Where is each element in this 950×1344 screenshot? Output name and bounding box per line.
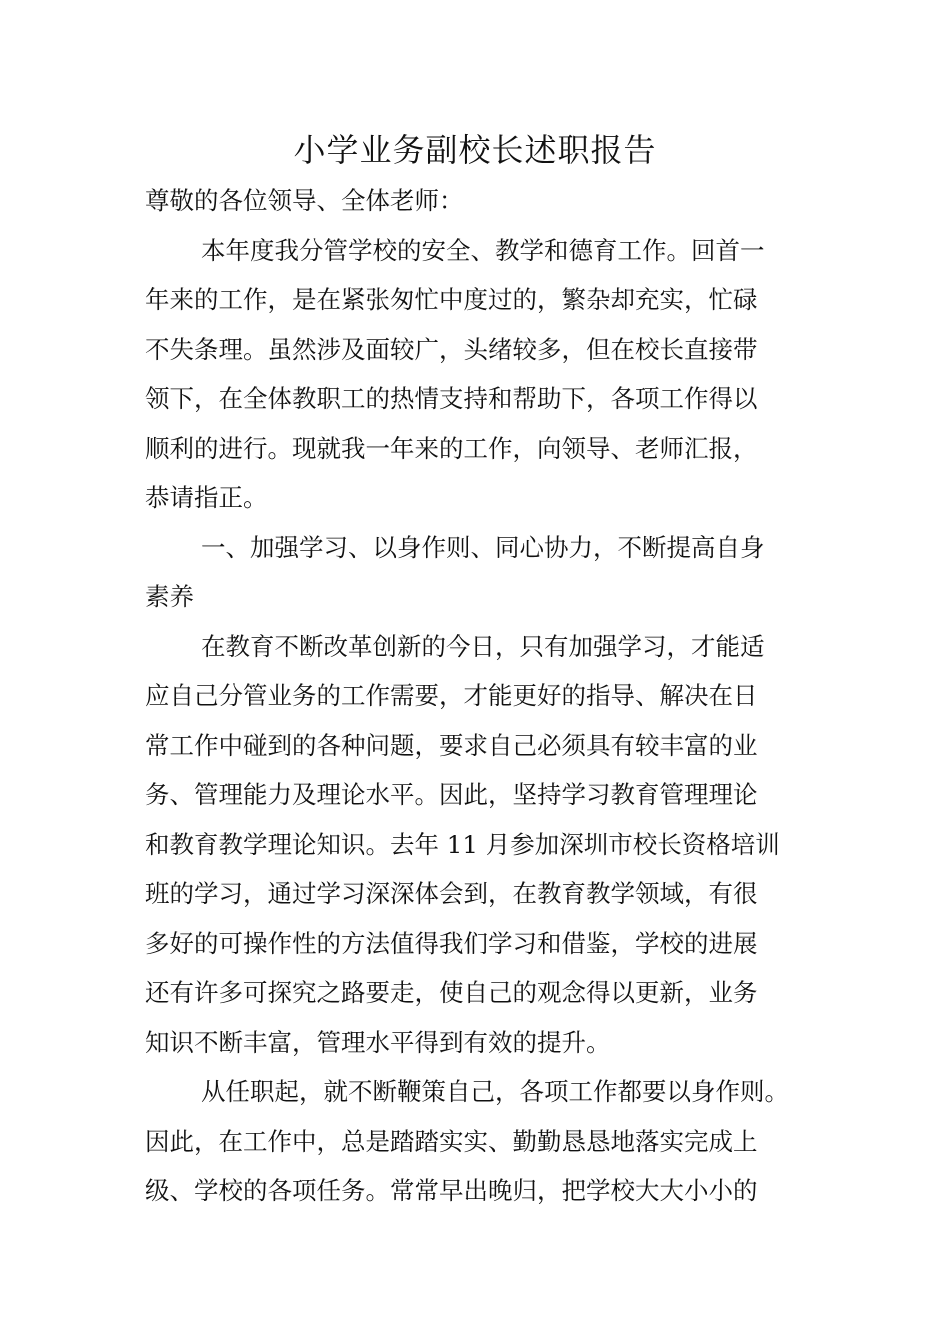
text-line: 恭请指正。 xyxy=(145,483,268,512)
text-line: 从任职起，就不断鞭策自己，各项工作都要以身作则。 xyxy=(201,1077,789,1106)
text-line: 级、学校的各项任务。常常早出晚归，把学校大大小小的 xyxy=(145,1176,758,1205)
text-line: 素养 xyxy=(145,582,194,611)
text-line: 不失条理。虽然涉及面较广，头绪较多，但在校长直接带 xyxy=(145,334,758,364)
text-line: 顺利的进行。现就我一年来的工作，向领导、老师汇报， xyxy=(145,433,758,463)
text-line: 务、管理能力及理论水平。因此，坚持学习教育管理理论 xyxy=(145,780,758,809)
text-line: 还有许多可探究之路要走，使自己的观念得以更新，业务 xyxy=(145,978,758,1007)
text-line: 领下，在全体教职工的热情支持和帮助下，各项工作得以 xyxy=(145,384,758,413)
text-line: 班的学习，通过学习深深体会到，在教育教学领域，有很 xyxy=(145,879,758,908)
document-body xyxy=(145,176,815,1216)
text-line: 在教育不断改革创新的今日，只有加强学习，才能适 xyxy=(201,631,765,661)
document-title: 小学业务副校长述职报告 xyxy=(293,131,657,169)
text-line: 知识不断丰富，管理水平得到有效的提升。 xyxy=(145,1027,611,1057)
text-line: 本年度我分管学校的安全、教学和德育工作。回首一 xyxy=(201,235,765,265)
text-line: 一、加强学习、以身作则、同心协力，不断提高自身 xyxy=(201,532,765,562)
text-line: 因此，在工作中，总是踏踏实实、勤勤恳恳地落实完成上 xyxy=(145,1126,758,1156)
text-line: 常工作中碰到的各种问题，要求自己必须具有较丰富的业 xyxy=(145,730,758,760)
text-line: 年来的工作，是在紧张匆忙中度过的，繁杂却充实，忙碌 xyxy=(145,285,758,314)
text-line: 应自己分管业务的工作需要，才能更好的指导、解决在日 xyxy=(145,681,758,710)
text-line: 和教育教学理论知识。去年 11 月参加深圳市校长资格培训 xyxy=(145,829,780,859)
text-line: 多好的可操作性的方法值得我们学习和借鉴，学校的进展 xyxy=(145,928,758,958)
text-line: 尊敬的各位领导、全体老师： xyxy=(145,186,464,215)
